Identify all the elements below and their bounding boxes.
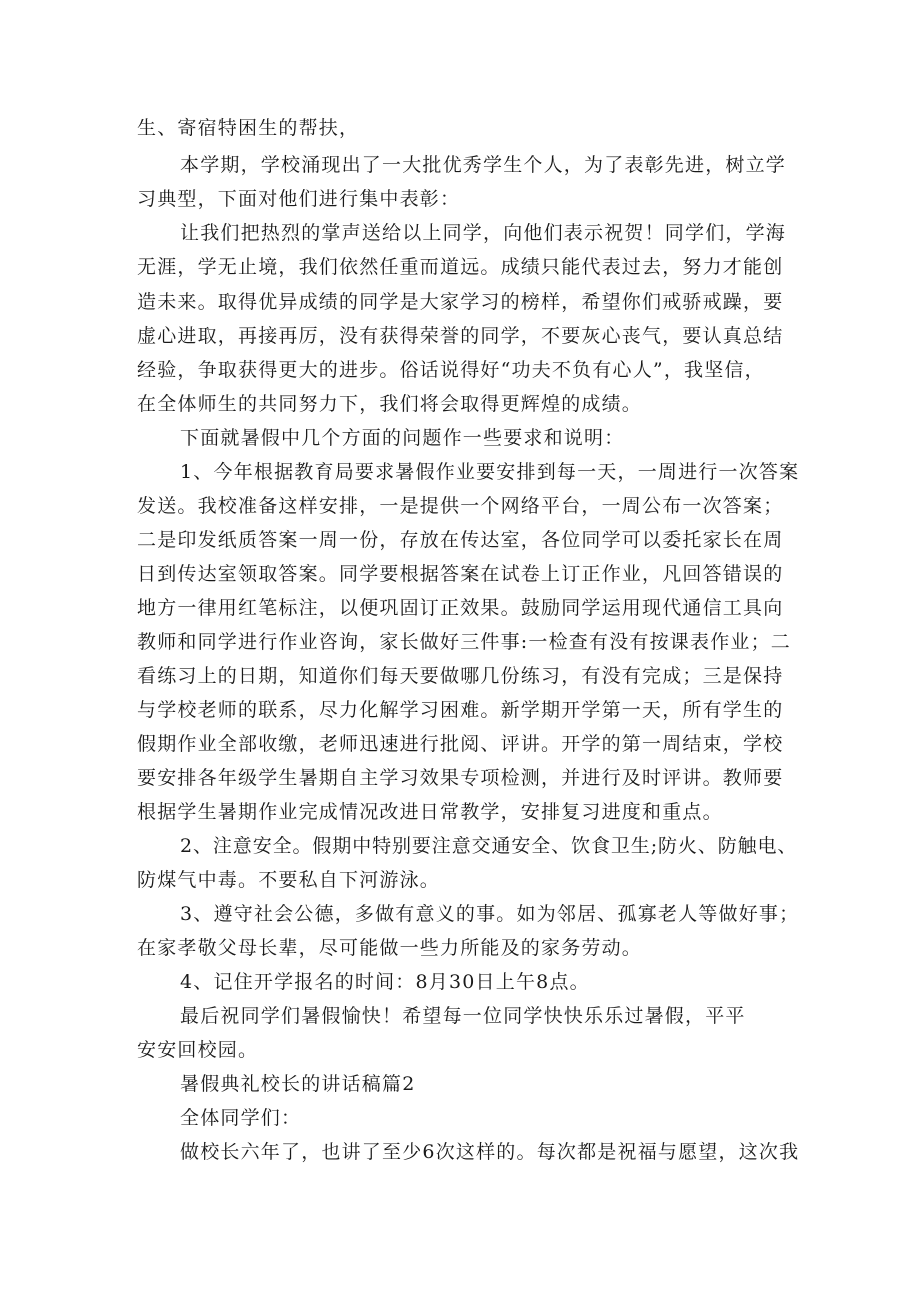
text-line: 与学校老师的联系，尽力化解学习困难。新学期开学第一天，所有学生的 bbox=[137, 699, 784, 721]
text-line: 教师和同学进行作业咨询，家长做好三件事:一检查有没有按课表作业；二 bbox=[137, 631, 792, 653]
text-line: 假期作业全部收缴，老师迅速进行批阅、评讲。开学的第一周结束，学校 bbox=[137, 733, 784, 755]
text-line: 日到传达室领取答案。同学要根据答案在试卷上订正作业，凡回答错误的 bbox=[137, 563, 784, 585]
text-line: 1、今年根据教育局要求暑假作业要安排到每一天，一周进行一次答案 bbox=[180, 461, 800, 483]
text-line: 经验，争取获得更大的进步。俗话说得好“功夫不负有心人”，我坚信， bbox=[137, 359, 765, 381]
text-line: 二是印发纸质答案一周一份，存放在传达室，各位同学可以委托家长在周 bbox=[137, 529, 784, 551]
text-line: 无涯，学无止境，我们依然任重而道远。成绩只能代表过去，努力才能创 bbox=[137, 256, 784, 278]
text-line: 下面就暑假中几个方面的问题作一些要求和说明： bbox=[180, 427, 625, 449]
text-line: 4、记住开学报名的时间：8月30日上午8点。 bbox=[180, 971, 590, 993]
text-line: 生、寄宿特困生的帮扶， bbox=[137, 117, 360, 139]
text-line: 最后祝同学们暑假愉快！希望每一位同学快快乐乐过暑假，平平 bbox=[180, 1005, 746, 1027]
text-line: 发送。我校准备这样安排，一是提供一个网络平台，一周公布一次答案； bbox=[137, 495, 784, 517]
section-heading: 暑假典礼校长的讲话稿篇2 bbox=[180, 1073, 416, 1095]
text-line: 做校长六年了，也讲了至少6次这样的。每次都是祝福与愿望，这次我 bbox=[180, 1141, 800, 1163]
text-line: 全体同学们： bbox=[180, 1107, 302, 1129]
text-line: 防煤气中毒。不要私自下河游泳。 bbox=[137, 869, 441, 891]
text-line: 让我们把热烈的掌声送给以上同学，向他们表示祝贺！同学们，学海 bbox=[180, 222, 787, 244]
text-line: 本学期，学校涌现出了一大批优秀学生个人，为了表彰先进，树立学 bbox=[180, 154, 787, 176]
text-line: 在家孝敬父母长辈，尽可能做一些力所能及的家务劳动。 bbox=[137, 937, 643, 959]
text-line: 要安排各年级学生暑期自主学习效果专项检测，并进行及时评讲。教师要 bbox=[137, 767, 784, 789]
text-line: 3、遵守社会公德，多做有意义的事。如为邻居、孤寡老人等做好事； bbox=[180, 903, 800, 925]
text-line: 在全体师生的共同努力下，我们将会取得更辉煌的成绩。 bbox=[137, 393, 643, 415]
text-line: 安安回校园。 bbox=[137, 1039, 259, 1061]
text-line: 根据学生暑期作业完成情况改进日常教学，安排复习进度和重点。 bbox=[137, 801, 723, 823]
text-line: 地方一律用红笔标注，以便巩固订正效果。鼓励同学运用现代通信工具向 bbox=[137, 597, 784, 619]
text-line: 习典型，下面对他们进行集中表彰： bbox=[137, 188, 461, 210]
text-line: 造未来。取得优异成绩的同学是大家学习的榜样，希望你们戒骄戒躁，要 bbox=[137, 291, 784, 313]
text-line: 虚心进取，再接再厉，没有获得荣誉的同学，不要灰心丧气，要认真总结 bbox=[137, 325, 784, 347]
text-line: 看练习上的日期，知道你们每天要做哪几份练习，有没有完成；三是保持 bbox=[137, 665, 784, 687]
text-line: 2、注意安全。假期中特别要注意交通安全、饮食卫生;防火、防触电、 bbox=[180, 835, 798, 857]
